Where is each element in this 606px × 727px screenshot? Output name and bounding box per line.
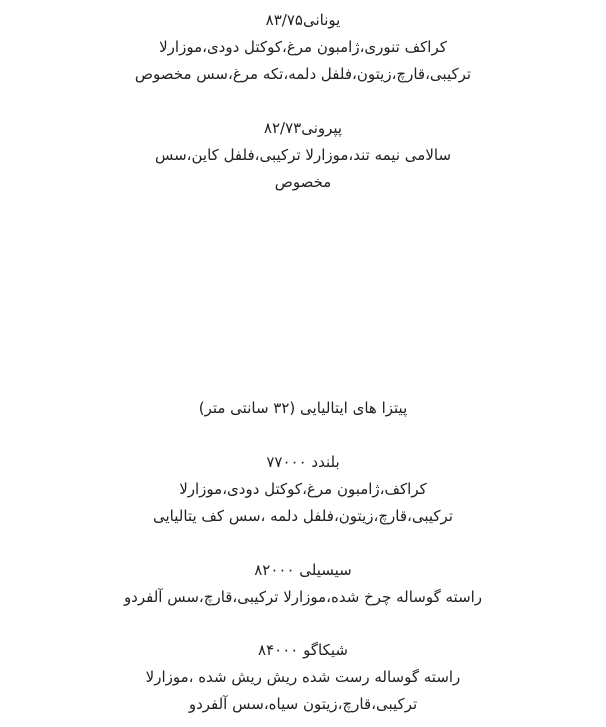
item-title-chicago: شیکاگو ۸۴۰۰۰	[258, 641, 348, 659]
item-title-pepperoni: پپرونی۸۲/۷۳	[263, 119, 343, 137]
item-desc-sicily-line-1: راسته گوساله چرخ شده،موزارلا ترکیبی،قارچ،سس آلفردو	[123, 588, 483, 606]
item-desc-chicago-line-1: راسته گوساله رست شده ریش ریش شده ،موزارلا	[145, 668, 461, 686]
item-desc-yunani-line-1: کراکف تنوری،ژامبون مرغ،کوکتل دودی،موزارلا	[159, 38, 447, 56]
item-title-sicily: سیسیلی ۸۲۰۰۰	[254, 561, 352, 579]
item-title-yunani: یونانی۸۳/۷۵	[265, 11, 341, 29]
item-desc-pepperoni-line-1: سالامی نیمه تند،موزارلا ترکیبی،فلفل کاین،سس	[154, 146, 452, 164]
section-title: پیتزا های ایتالیایی (۳۲ سانتی متر)	[198, 399, 408, 417]
item-desc-blonde-line-1: کراکف،ژامبون مرغ،کوکتل دودی،موزارلا	[179, 480, 427, 498]
item-desc-blonde-line-2: ترکیبی،قارچ،زیتون،فلفل دلمه ،سس کف یتالیایی	[153, 507, 453, 525]
item-desc-chicago-line-2: ترکیبی،قارچ،زیتون سیاه،سس آلفردو	[188, 695, 418, 713]
item-title-blonde: بلندد ۷۷۰۰۰	[266, 453, 340, 471]
item-desc-pepperoni-line-2: مخصوص	[274, 173, 332, 191]
item-desc-yunani-line-2: ترکیبی،قارچ،زیتون،فلفل دلمه،تکه مرغ،سس مخصوص	[134, 65, 472, 83]
